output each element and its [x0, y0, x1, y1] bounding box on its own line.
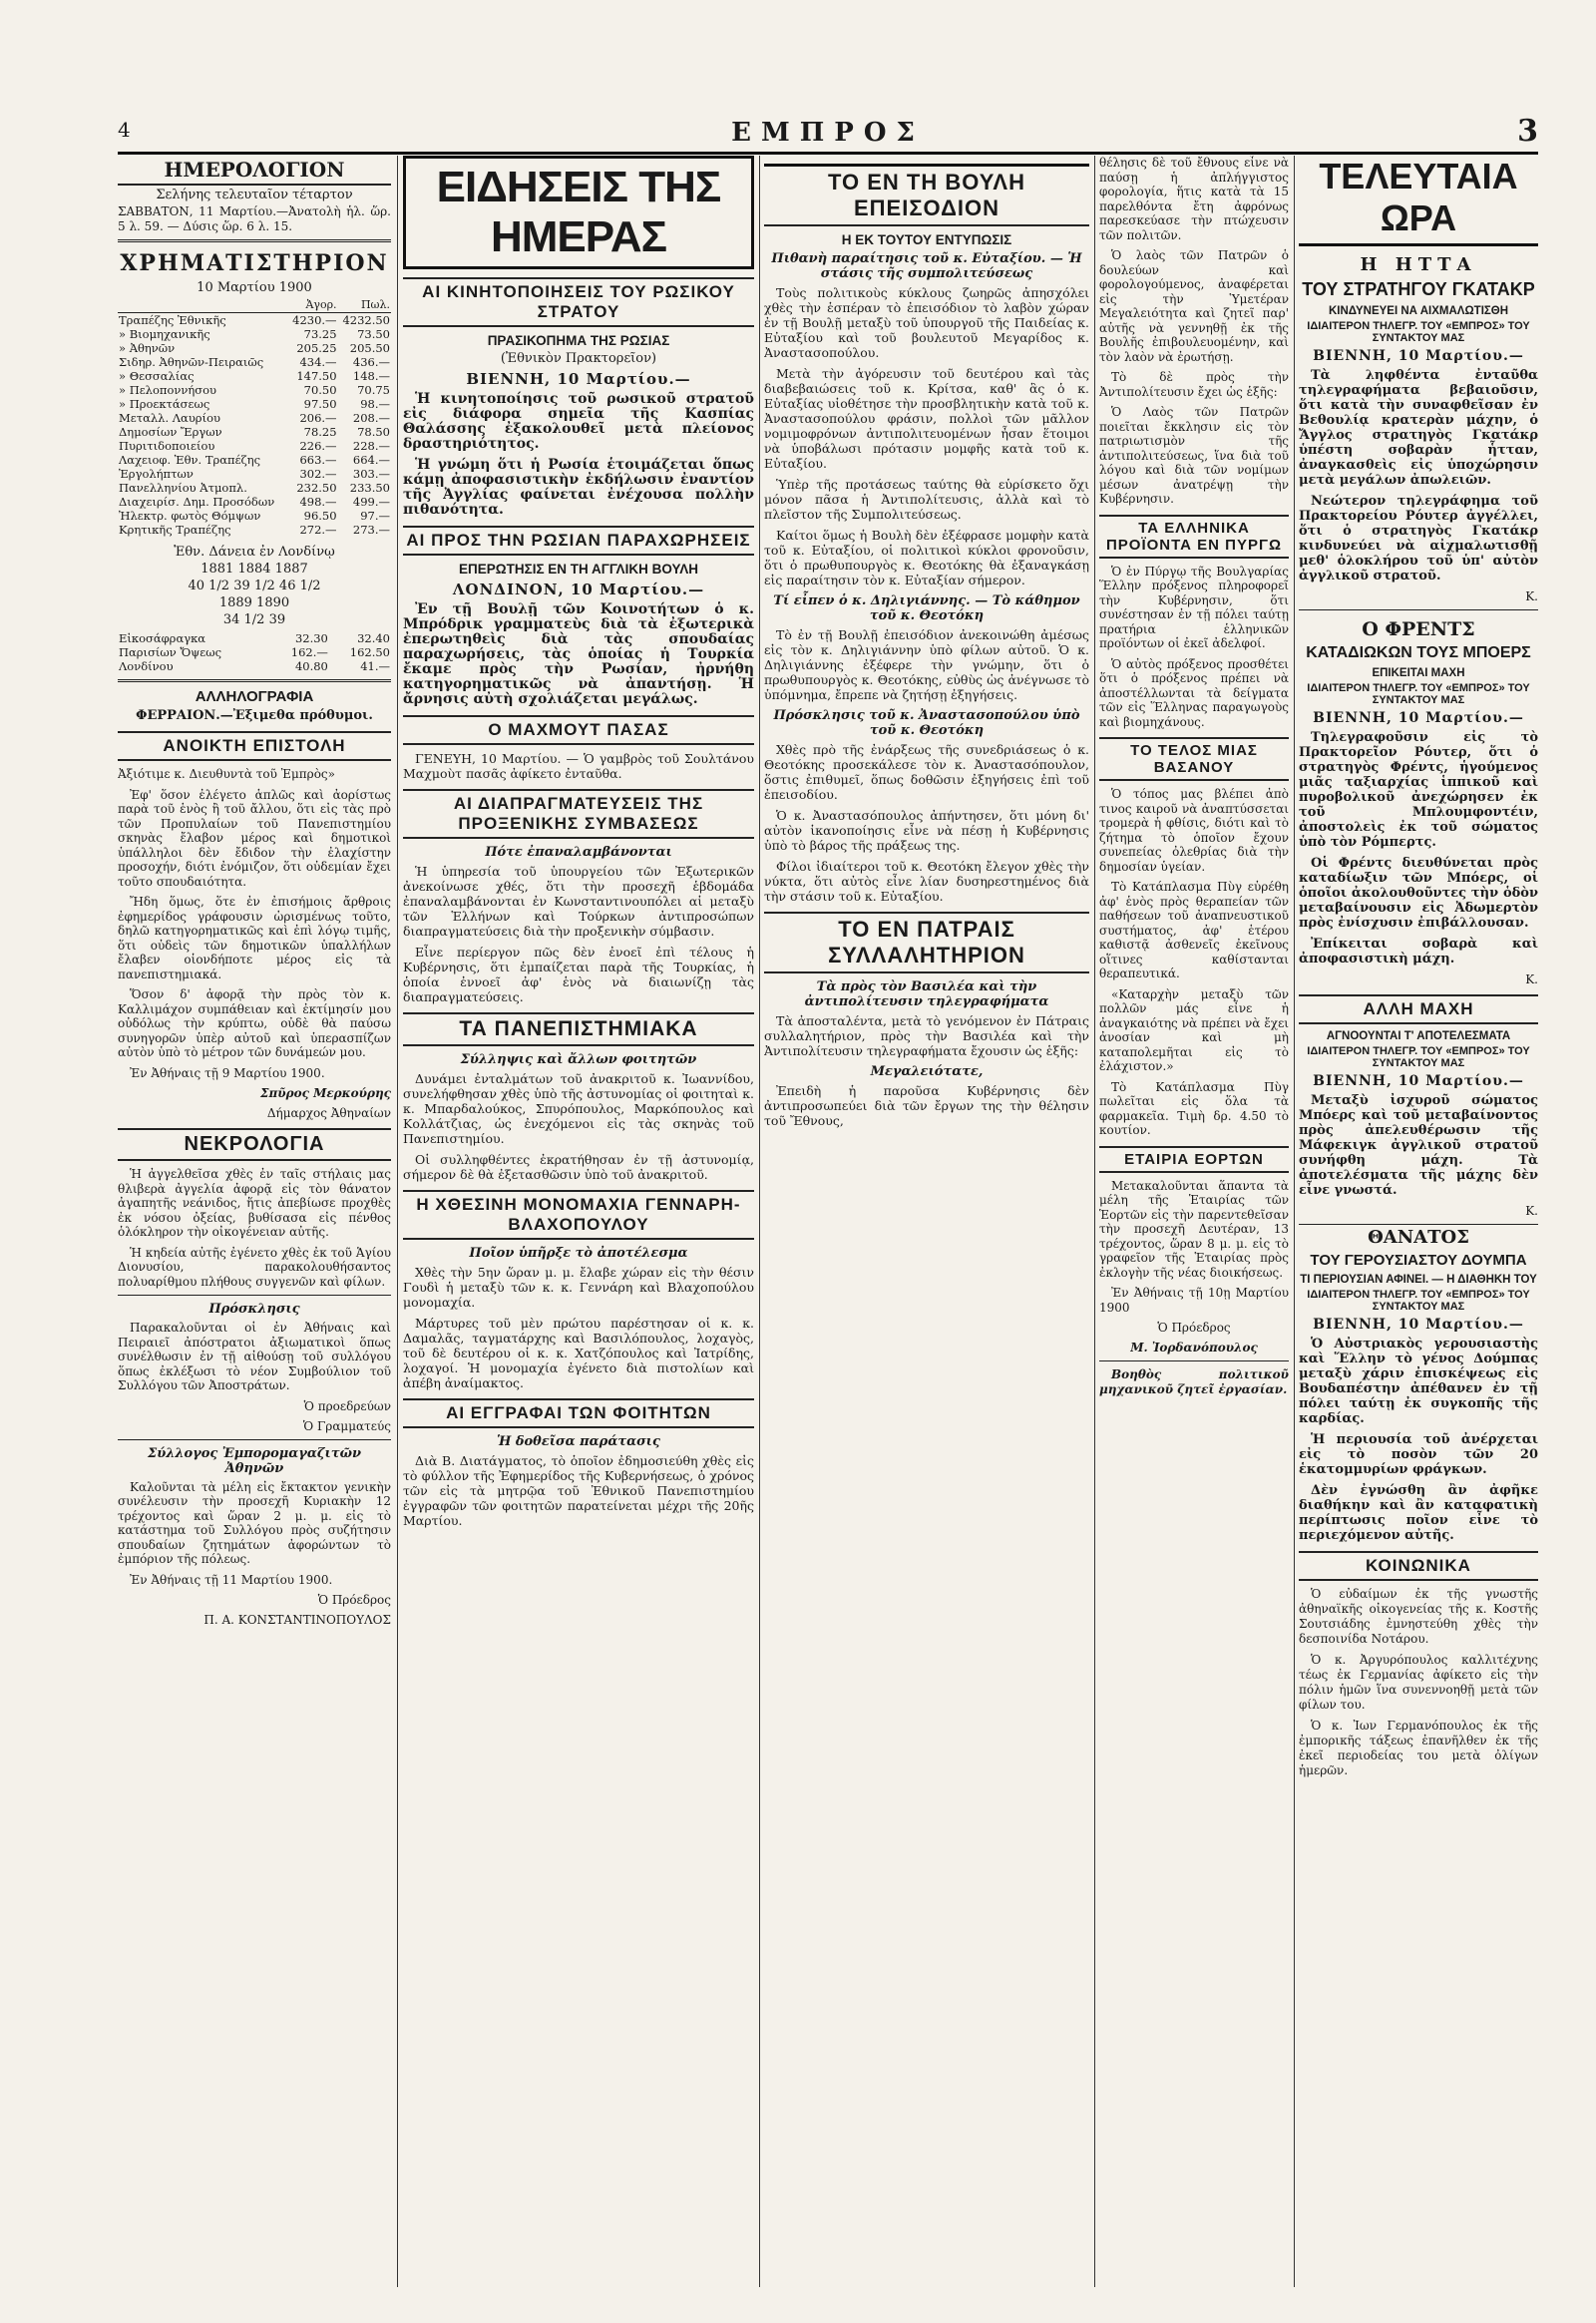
- stock-buy: 4230.—: [292, 313, 337, 327]
- loans-title: Ἐθν. Δάνεια ἐν Λονδίνῳ: [174, 545, 335, 560]
- article-paragraph: Οἱ Φρέντς διευθύνεται πρὸς καταδίωξιν τῶν Μπόερς, οἱ ὁποῖοι ἀκολουθοῦντες τὴν ὁδὸν μεταβαίνουσιν εἰς Ἀδωμερτὸν πρὸς ἐνίσχυσιν ἐπιβάλλουσαν.: [1299, 856, 1538, 931]
- article-paragraph: Καίτοι ὅμως ἡ Βουλὴ δὲν ἐξέφρασε μομφὴν κατὰ τοῦ κ. Εὐταξίου, οἱ πολιτικοὶ κύκλοι φρονοῦσιν, ὅτι ὁ πρωθυπουργὸς κ. Θεοτόκης θὰ ἐξαναγκάσῃ εἰς παραίτησιν τὸν κ. Εὐταξίαν σήμερον.: [764, 528, 1089, 587]
- stock-sell: 303.—: [352, 467, 390, 481]
- last-hour-banner: ΤΕΛΕΥΤΑΙΑ ΩΡΑ: [1299, 156, 1538, 246]
- stock-row: [118, 631, 391, 645]
- stock-row: [118, 495, 391, 509]
- article-title: ΑΛΛΗ ΜΑΧΗ: [1299, 994, 1538, 1024]
- stock-head-sell: Πωλ.: [338, 297, 391, 313]
- stock-row: [118, 313, 391, 328]
- stock-sell: 436.—: [352, 355, 390, 369]
- obituary-paragraph: Ἡ ἀγγελθεῖσα χθὲς ἐν ταῖς στήλαις μας θλιβερὰ ἀγγελία ἀφορᾷ εἰς τὸν θάνατον ἀγαπητῆς νεάνιδος, ἥτις ἀπεβίωσε προχθὲς ἐκ νόσου ὀξείας, βυθίσασα εἰς πένθος ὁλόκληρον τὴν οἰκογένειαν αὐτῆς.: [118, 1167, 391, 1239]
- article-paragraph: Ὁ ἐν Πύργῳ τῆς Βουλγαρίας Ἕλλην πρόξενος πληροφορεῖ τὴν Κυβέρνησιν, ὅτι συνέστησαν ἐν τῇ πόλει ταύτῃ πρατήρια ἑλληνικῶν προϊόντων οἱ ἐκεῖ ἀδελφοί.: [1099, 564, 1289, 650]
- article-title: Ο ΜΑΧΜΟΥΤ ΠΑΣΑΣ: [403, 715, 754, 745]
- stock-buy: 96.50: [303, 509, 337, 523]
- article-title: ΑΙ ΔΙΑΠΡΑΓΜΑΤΕΥΣΕΙΣ ΤΗΣ ΠΡΟΞΕΝΙΚΗΣ ΣΥΜΒΑΣΕΩΣ: [403, 789, 754, 839]
- article-paragraph: Τὸ Κατάπλασμα Πὺγ πωλεῖται εἰς ὅλα τὰ φαρμακεῖα. Τιμὴ δρ. 4.50 τὸ κουτίον.: [1099, 1079, 1289, 1137]
- article-title: ΤΟ ΕΝ ΠΑΤΡΑΙΣ ΣΥΛΛΑΛΗΤΗΡΙΟΝ: [764, 912, 1089, 973]
- stock-row: [118, 397, 391, 411]
- stock-sell: 228.—: [352, 439, 390, 453]
- article-paragraph: Ἡ γνώμη ὅτι ἡ Ρωσία ἑτοιμάζεται ὅπως κάμῃ ἀποφασιστικὴν ἐκδήλωσιν ἐναντίον τῆς Ἀγγλίας φαίνεται ἐνέχουσα πολλὴν πιθανότητα.: [403, 457, 754, 518]
- article-paragraph: ΓΕΝΕΥΗ, 10 Μαρτίου. — Ὁ γαμβρὸς τοῦ Σουλτάνου Μαχμοὺτ πασᾶς ἀφίκετο ἐνταῦθα.: [403, 751, 754, 781]
- stock-buy: 232.50: [296, 481, 337, 495]
- article-signature: Κ.: [1525, 589, 1538, 603]
- open-letter-date: Ἐν Ἀθήναις τῇ 9 Μαρτίου 1900.: [130, 1065, 325, 1080]
- open-letter-paragraph: Ὅσον δ' ἀφορᾷ τὴν πρὸς τὸν κ. Καλλιμάχον συμπάθειαν καὶ ἐκτίμησίν μου οὐδόλως τὴν κρύπτω, οὐδὲ θὰ παύσω συνηγορῶν ὑπὲρ αὐτοῦ καὶ ὑπερασπίζων αὐτὸν ὑπὸ τὸ μέτρον τῶν δυνάμεών μου.: [118, 987, 391, 1059]
- exchange-table: [118, 631, 391, 673]
- article-subtitle: ΑΓΝΟΟΥΝΤΑΙ Τ' ΑΠΟΤΕΛΕΣΜΑΤΑ: [1326, 1030, 1511, 1042]
- stock-buy: 97.50: [303, 397, 337, 411]
- stock-row: [118, 645, 391, 659]
- page-number: 3: [1517, 114, 1538, 149]
- stock-sell: 32.40: [357, 631, 390, 645]
- article-signature: Ὁ Πρόεδρος: [1157, 1321, 1231, 1335]
- correspondence-title: ΑΛΛΗΛΟΓΡΑΦΙΑ: [195, 688, 314, 705]
- association-date: Ἐν Ἀθήναις τῇ 11 Μαρτίου 1900.: [130, 1572, 333, 1587]
- stock-sell: 273.—: [352, 523, 390, 537]
- article-paragraph: Μετὰ τὴν ἀγόρευσιν τοῦ δευτέρου καὶ τὰς διαβεβαιώσεις τοῦ κ. Κρίτσα, καθ' ἃς ὁ κ. Εὐταξίας υἱοθέτησε τὴν προσβλητικὴν κατὰ τοῦ κ. Ἀναστασοπούλου φράσιν, πολλοὶ τῶν μᾶλλον νομιμοφρόνων ἀντιπολιτευομένων ἦσαν ἕτοιμοι νὰ ὑποβάλωσι πρότασιν μομφῆς κατὰ τοῦ κ. Εὐταξίου.: [764, 366, 1089, 471]
- article-title: ΚΑΤΑΔΙΩΚΩΝ ΤΟΥΣ ΜΠΟΕΡΣ: [1306, 644, 1531, 661]
- stock-row: [118, 327, 391, 341]
- article-paragraph: Ὁ κ. Ἀργυρόπουλος καλλιτέχνης τέως ἐκ Γερμανίας ἀφίκετο εἰς τὴν πόλιν ἡμῶν ἵνα συνεννοηθῇ μετὰ τῶν φίλων του.: [1299, 1653, 1538, 1712]
- column-rule: [1294, 156, 1295, 2287]
- stock-buy: 498.—: [299, 495, 337, 509]
- article-telegram-line: ΙΔΙΑΙΤΕΡΟΝ ΤΗΛΕΓΡ. ΤΟΥ «ΕΜΠΡΟΣ» ΤΟΥ ΣΥΝΤΑΚΤΟΥ ΜΑΣ: [1307, 682, 1530, 706]
- masthead: [118, 114, 1538, 155]
- column-3: [764, 156, 1089, 2287]
- open-letter-signature-title: Δήμαρχος Ἀθηναίων: [266, 1106, 391, 1120]
- stock-name: Ἠλεκτρ. φωτὸς Θόμψων: [119, 509, 261, 523]
- stock-name: Μεταλλ. Λαυρίου: [119, 411, 220, 425]
- stock-sell: 499.—: [352, 495, 390, 509]
- article-paragraph: Ἡ ὑπηρεσία τοῦ ὑπουργείου τῶν Ἐξωτερικῶν ἀνεκοίνωσε χθές, ὅτι τὴν προσεχῆ ἑβδομάδα ἐπαναλαμβάνονται ἐν Κωνσταντινουπόλει αἱ μεταξὺ τῶν Ἑλλήνων καὶ Τούρκων ἀντιπροσώπων διαπραγματεύσεις διὰ τὴν προξενικὴν σύμβασιν.: [403, 864, 754, 939]
- article-paragraph: Τηλεγραφοῦσιν εἰς τὸ Πρακτορεῖον Ρόυτερ, ὅτι ὁ στρατηγὸς Φρέντς, ἡγούμενος μιᾶς ταξιαρχίας ἱππικοῦ καὶ πυροβολικοῦ ἀνεχώρησεν ἐκ τοῦ Μπλουμφοντέιν, ἀποστολεὶς ἐκ τοῦ σώματος ὑπὸ τὸν Ρόμπερτς.: [1299, 730, 1538, 850]
- association-signature: Π. Α. ΚΟΝΣΤΑΝΤΙΝΟΠΟΥΛΟΣ: [203, 1613, 391, 1627]
- article-paragraph: Τὸ δὲ πρὸς τὴν Ἀντιπολίτευσιν ἔχει ὡς ἑξῆς:: [1099, 370, 1289, 399]
- article-title: ΑΙ ΠΡΟΣ ΤΗΝ ΡΩΣΙΑΝ ΠΑΡΑΧΩΡΗΣΕΙΣ: [403, 526, 754, 556]
- article-subtitle: ΕΠΙΚΕΙΤΑΙ ΜΑΧΗ: [1372, 667, 1465, 679]
- article-title: ΤΟ ΤΕΛΟΣ ΜΙΑΣ ΒΑΣΑΝΟΥ: [1099, 737, 1289, 781]
- article-source: (Ἐθνικὸν Πρακτορεῖον): [500, 351, 657, 366]
- stock-row: [118, 659, 391, 673]
- open-letter-signature: Σπῦρος Μερκούρης: [260, 1086, 391, 1100]
- column-rule: [759, 156, 760, 2287]
- article-title: ΤΟΥ ΓΕΡΟΥΣΙΑΣΤΟΥ ΔΟΥΜΠΑ: [1310, 1252, 1527, 1269]
- stock-buy: 40.80: [294, 659, 328, 673]
- stock-buy: 272.—: [299, 523, 337, 537]
- article-paragraph: Ὁ Λαὸς τῶν Πατρῶν ποιεῖται ἔκκλησιν εἰς τὸν πατριωτισμὸν τῆς ἀντιπολιτεύσεως, ἵνα διὰ τοῦ λόγου καὶ διὰ τῶν νομίμων μέσων ἀνατρέψῃ τὴν Κυβέρνησιν.: [1099, 405, 1289, 506]
- article-title: ΘΑΝΑΤΟΣ: [1299, 1224, 1538, 1250]
- article-title: ΤΑ ΕΛΛΗΝΙΚΑ ΠΡΟΪΟΝΤΑ ΕΝ ΠΥΡΓΩ: [1099, 515, 1289, 559]
- invitation-signature: Ὁ Γραμματεύς: [302, 1418, 391, 1433]
- article-telegram-line: ΙΔΙΑΙΤΕΡΟΝ ΤΗΛΕΓΡ. ΤΟΥ «ΕΜΠΡΟΣ» ΤΟΥ ΣΥΝΤΑΚΤΟΥ ΜΑΣ: [1307, 1045, 1530, 1069]
- stock-sell: 97.—: [360, 509, 390, 523]
- article-paragraph: Δυνάμει ἐνταλμάτων τοῦ ἀνακριτοῦ κ. Ἰωαννίδου, συνελήφθησαν χθὲς ὑπὸ τῆς ἀστυνομίας οἱ φοιτηταὶ κ. κ. Μπαρδαλούκος, Σπυρόπουλος, Μαρκόπουλος καὶ Κολλάτζιας, ὡς ἐνεχόμενοι εἰς τὰς σκηνὰς τοῦ Πανεπιστημίου.: [403, 1071, 754, 1146]
- article-title: Ο ΦΡΕΝΤΣ: [1362, 618, 1475, 640]
- calendar-day: ΣΑΒΒΑΤΟΝ, 11 Μαρτίου.—Ἀνατολὴ ἡλ. ὥρ. 5 λ. 59. — Δύσις ὥρ. 6 λ. 15.: [118, 204, 391, 233]
- stock-row: [118, 467, 391, 481]
- article-paragraph: Διὰ Β. Διατάγματος, τὸ ὁποῖον ἐδημοσιεύθη χθὲς εἰς τὸ φύλλον τῆς Ἐφημερίδος τῆς Κυβερνήσεως, ὁ χρόνος τῶν εἰς τὰ μητρῷα τοῦ Ἐθνικοῦ Πανεπιστημίου ἐγγραφῶν τῶν φοιτητῶν παρατείνεται μέχρι τῆς 20ῆς Μαρτίου.: [403, 1453, 754, 1528]
- loans-values-1: 40 1/2 39 1/2 46 1/2: [188, 579, 321, 593]
- article-signature: Κ.: [1525, 1204, 1538, 1218]
- stock-sell: 70.75: [357, 383, 390, 397]
- column-2: [403, 156, 754, 2287]
- article-paragraph: Μάρτυρες τοῦ μὲν πρώτου παρέστησαν οἱ κ. κ. Δαμαλᾶς, ταγματάρχης καὶ Βασιλόπουλος, λοχαγὸς, τοῦ δὲ δευτέρου οἱ κ. κ. Χατζόπουλος καὶ Ἰατρίδης, λοχαγοί. Ἡ μονομαχία ἐγένετο διὰ πιστολίων καὶ ἀπέβη ἀναίμακτος.: [403, 1316, 754, 1390]
- stock-sell: 41.—: [360, 659, 390, 673]
- article-subtitle: Ἡ δοθεῖσα παράτασις: [497, 1434, 660, 1449]
- stock-name: » Βιομηχανικῆς: [119, 327, 210, 341]
- article-subheading: Μεγαλειότατε,: [870, 1064, 984, 1079]
- article-subtitle: Πότε ἐπαναλαμβάνονται: [485, 845, 672, 860]
- stock-buy: 205.25: [296, 341, 337, 355]
- loans-values-2: 34 1/2 39: [222, 612, 286, 627]
- loans-years-1: 1881 1884 1887: [200, 562, 308, 577]
- stock-buy: 226.—: [299, 439, 337, 453]
- obituaries-title: ΝΕΚΡΟΛΟΓΙΑ: [118, 1128, 391, 1161]
- stock-name: » Πελοποννήσου: [119, 383, 217, 397]
- article-paragraph: Ὁ λαὸς τῶν Πατρῶν ὁ δουλεύων καὶ φορολογούμενος, ἀναφέρεται εἰς τὴν Ὑμετέραν Μεγαλειότητα καὶ ζητεῖ παρ' αὐτῆς νὰ γεννηθῇ ἐκ τῆς Βουλῆς ἐπιβουλευομένην, καὶ τὸν λαὸν νὰ ἐρωτήσῃ.: [1099, 248, 1289, 364]
- article-paragraph: Τὰ ληφθέντα ἐνταῦθα τηλεγραφήματα βεβαιοῦσιν, ὅτι κατὰ τὴν συναφθεῖσαν ἐν Βεθουλίᾳ κρατερὰν μάχην, ὁ Ἄγγλος στρατηγὸς Γκατάκρ ὑπέστη σοβαρὰν ἧτταν, ἀναγκασθεὶς εἰς ὑποχώρησιν μετὰ μεγάλων ἀπωλειῶν.: [1299, 368, 1538, 488]
- calendar-title: ΗΜΕΡΟΛΟΓΙΟΝ: [118, 156, 391, 186]
- article-paragraph: Νεώτερον τηλεγράφημα τοῦ Πρακτορείου Ρόυτερ ἀγγέλλει, ὅτι ὁ στρατηγὸς Γκατάκρ κινδυνεύει νὰ αἰχμαλωτισθῇ μεθ' ὁλοκλήρου τοῦ ὑπ' αὐτὸν ἀγγλικοῦ στρατοῦ.: [1299, 494, 1538, 583]
- article-subtitle: Σύλληψις καὶ ἄλλων φοιτητῶν: [460, 1052, 697, 1067]
- stock-buy: 206.—: [299, 411, 337, 425]
- article-paragraph: θέλησις δὲ τοῦ ἔθνους εἶνε νὰ παύσῃ ἡ ἀπλήγγιστος φορολογία, ἥτις κατὰ τὰ 15 παρελθόντα ἔτη ἀφρόνως παρεσκεύασε τὴν πτώχευσιν τῶν πολιτῶν.: [1099, 156, 1289, 242]
- article-telegram-line: ΙΔΙΑΙΤΕΡΟΝ ΤΗΛΕΓΡ. ΤΟΥ «ΕΜΠΡΟΣ» ΤΟΥ ΣΥΝΤΑΚΤΟΥ ΜΑΣ: [1307, 1289, 1530, 1313]
- stock-sell: 98.—: [360, 397, 390, 411]
- stock-sell: 205.50: [349, 341, 390, 355]
- article-subtitle: ΤΙ ΠΕΡΙΟΥΣΙΑΝ ΑΦΙΝΕΙ. — Η ΔΙΑΘΗΚΗ ΤΟΥ: [1300, 1274, 1537, 1286]
- divider: [118, 1439, 391, 1440]
- stock-sell: 208.—: [352, 411, 390, 425]
- article-subtitle: Ποῖον ὑπῆρξε τὸ ἀποτέλεσμα: [469, 1246, 688, 1261]
- article-paragraph: Ἐπίκειται σοβαρὰ καὶ ἀποφασιστικὴ μάχη.: [1299, 937, 1538, 967]
- divider: [1099, 1360, 1289, 1361]
- article-title: ΕΤΑΙΡΙΑ ΕΟΡΤΩΝ: [1099, 1146, 1289, 1173]
- article-paragraph: Τὸ Κατάπλασμα Πὺγ εὑρέθη ἀφ' ἑνὸς πρὸς θεραπείαν τῶν παθήσεων τοῦ ἀναπνευστικοῦ συστήματος, ἀφ' ἑτέρου καθιστᾷ ἀσθενεῖς ἐκεῖνους οἵτινες καθίστανται θεραπευτικά.: [1099, 880, 1289, 980]
- association-text: Καλοῦνται τὰ μέλη εἰς ἔκτακτον γενικὴν συνέλευσιν τὴν προσεχῆ Κυριακὴν 12 τρέχοντος καὶ ὥραν 2 μ. μ. εἰς τὸ κατάστημα τοῦ Συλλόγου πρὸς συζήτησιν σπουδαίων ζητημάτων ἀφορώντων τὸ ἐμπόριον τῆς πόλεως.: [118, 1479, 391, 1566]
- article-signature: Μ. Ἰορδανόπουλος: [1130, 1341, 1258, 1355]
- stock-name: Πανελληνίου Ἀτμοπλ.: [119, 481, 247, 495]
- article-paragraph: Χθὲς πρὸ τῆς ἐνάρξεως τῆς συνεδριάσεως ὁ κ. Θεοτόκης προσεκάλεσε τὸν κ. Ἀναστασόπουλον, ὅστις ἐπιθυμεῖ, ὅπως δοθῶσιν ἐξηγήσεις ἐπὶ τοῦ ἐπεισοδίου.: [764, 742, 1089, 802]
- stock-name: Ἐργολήπτων: [119, 467, 194, 481]
- divider: [118, 679, 391, 682]
- article-paragraph: Μεταξὺ ἰσχυροῦ σώματος Μπόερς καὶ τοῦ μεταβαίνοντος πρὸς ἀπελευθέρωσιν τῆς Μάφεκιγκ ἀγγλικοῦ στρατοῦ συνήφθη μάχη. Τὰ ἀποτελέσματα τῆς μάχης δὲν εἶνε γνωστά.: [1299, 1093, 1538, 1198]
- article-dateline: ΒΙΕΝΝΗ, 10 Μαρτίου.—: [1313, 348, 1524, 364]
- column-4: [1099, 156, 1289, 2287]
- article-subtitle: ΚΙΝΔΥΝΕΥΕΙ ΝΑ ΑΙΧΜΑΛΩΤΙΣΘΗ: [1328, 305, 1509, 317]
- invitation-text: Παρακαλοῦνται οἱ ἐν Ἀθήναις καὶ Πειραιεῖ ἀπόστρατοι ἀξιωματικοὶ ὅπως συνέλθωσιν ἐν τῇ αἰθούσῃ τοῦ συλλόγου ὅπως ἐκλέξωσι τὸ νέον Συμβούλιον τοῦ Συλλόγου τῶν Ἀποστράτων.: [118, 1321, 391, 1392]
- article-telegram-line: ΙΔΙΑΙΤΕΡΟΝ ΤΗΛΕΓΡ. ΤΟΥ «ΕΜΠΡΟΣ» ΤΟΥ ΣΥΝΤΑΚΤΟΥ ΜΑΣ: [1307, 320, 1530, 344]
- stock-sell: 148.—: [352, 369, 390, 383]
- stock-name: » Ἀθηνῶν: [119, 341, 176, 355]
- stock-row: [118, 453, 391, 467]
- article-subheading: Τὰ πρὸς τὸν Βασιλέα καὶ τὴν ἀντιπολίτευσιν τηλεγραφήματα: [804, 979, 1049, 1009]
- article-dateline: ΒΙΕΝΝΗ, 10 Μαρτίου.—: [1313, 1073, 1524, 1089]
- stock-table: [118, 297, 391, 537]
- calendar-moon: Σελήνης τελευταῖον τέταρτον: [156, 188, 353, 202]
- stock-row: [118, 439, 391, 453]
- article-paragraph: Ὁ Αὐστριακὸς γερουσιαστὴς καὶ Ἕλλην τὸ γένος Δούμπας μεταξὺ χάριν ἐπισκέψεως εἰς Βουδαπέστην ἀπέθανεν ἐν τῇ πόλει ταύτῃ ἐκ συγκοπῆς τῆς καρδίας.: [1299, 1337, 1538, 1426]
- stock-sell: 233.50: [349, 481, 390, 495]
- article-title: Η ΧΘΕΣΙΝΗ ΜΟΝΟΜΑΧΙΑ ΓΕΝΝΑΡΗ-ΒΛΑΧΟΠΟΥΛΟΥ: [403, 1190, 754, 1240]
- article-subtitle: ΕΠΕΡΩΤΗΣΙΣ ΕΝ ΤΗ ΑΓΓΛΙΚΗ ΒΟΥΛΗ: [459, 562, 698, 577]
- open-letter-paragraph: Ἐφ' ὅσον ἐλέγετο ἁπλῶς καὶ ἀορίστως παρὰ τοῦ ἑνὸς ἢ τοῦ ἄλλου, ὅτι εἰς τὰς πρὸ τῶν Προπυλαίων τοῦ Πανεπιστημίου σκηνὰς ἔλαβον μέρος καὶ δημοτικοὶ ὑπάλληλοι δὲν ἔδιδον τὴν ἐλαχίστην προσοχήν, διότι ἐνόμιζον, ὅτι οὐδεμίαν ἔχει τοῦτο σπουδαιότητα.: [118, 787, 391, 889]
- news-of-the-day-banner: ΕΙΔΗΣΕΙΣ ΤΗΣ ΗΜΕΡΑΣ: [403, 156, 754, 269]
- article-subheading: Πρόσκλησις τοῦ κ. Ἀναστασοπούλου ὑπὸ τοῦ κ. Θεοτόκη: [773, 708, 1080, 738]
- stock-sell: 73.50: [357, 327, 390, 341]
- masthead-corner-mark: 4: [118, 118, 131, 142]
- stock-name: Παρισίων Ὄψεως: [119, 645, 222, 659]
- stock-row: [118, 369, 391, 383]
- stock-name: Κρητικῆς Τραπέζης: [119, 523, 231, 537]
- divider: [118, 239, 391, 242]
- stock-name: Τραπέζης Ἐθνικῆς: [119, 313, 226, 327]
- stock-name: » Θεσσαλίας: [119, 369, 195, 383]
- stock-row: [118, 383, 391, 397]
- article-title: ΚΟΙΝΩΝΙΚΑ: [1299, 1551, 1538, 1581]
- article-title: ΤΟΥ ΣΤΡΑΤΗΓΟΥ ΓΚΑΤΑΚΡ: [1302, 279, 1535, 299]
- article-signature: Κ.: [1525, 972, 1538, 986]
- stock-sell: 664.—: [352, 453, 390, 467]
- article-paragraph: Εἶνε περίεργον πῶς δὲν ἐνοεῖ ἐπὶ τέλους ἡ Κυβέρνησις, ὅτι ἐμπαίζεται παρὰ τῆς Τουρκίας, ἡ ὁποία ἐννοεῖ ἀφ' ἑνὸς νὰ διαιωνίζῃ τὰς διαπραγματεύσεις.: [403, 945, 754, 1004]
- article-paragraph: Ὁ εὐδαίμων ἐκ τῆς γνωστῆς ἀθηναϊκῆς οἰκογενείας τῆς κ. Κοστῆς Σουτσιάδης ἐμνηστεύθη χθὲς τὴν δεσποινίδα Νοτάρου.: [1299, 1587, 1538, 1646]
- stock-buy: 162.—: [290, 645, 328, 659]
- article-title: ΤΑ ΠΑΝΕΠΙΣΤΗΜΙΑΚΑ: [403, 1012, 754, 1046]
- article-paragraph: Οἱ συλληφθέντες ἐκρατήθησαν ἐν τῇ ἀστυνομίᾳ, σήμερον δὲ θὰ ἐξετασθῶσιν ὑπὸ τοῦ ἀνακριτοῦ.: [403, 1152, 754, 1182]
- stock-name: Πυριτιδοποιείου: [119, 439, 215, 453]
- article-paragraph: Ὁ κ. Ἰων Γερμανόπουλος ἐκ τῆς ἐμπορικῆς τάξεως ἐπανῆλθεν ἐκ τῆς ἐκεῖ περιοδείας του μετὰ ὀλίγων ἡμερῶν.: [1299, 1719, 1538, 1777]
- article-paragraph: Ἡ κινητοποίησις τοῦ ρωσικοῦ στρατοῦ εἰς διάφορα σημεῖα τῆς Κασπίας Θαλάσσης ἐξακολουθεῖ μετὰ πλείονος δραστηριότητος.: [403, 391, 754, 452]
- article-subtitle: Η ΕΚ ΤΟΥΤΟΥ ΕΝΤΥΠΩΣΙΣ: [841, 232, 1012, 247]
- classified-ad: Βοηθὸς πολιτικοῦ μηχανικοῦ ζητεῖ ἐργασίαν.: [1099, 1367, 1289, 1396]
- stock-row: [118, 355, 391, 369]
- article-paragraph: Ὁ τόπος μας βλέπει ἀπὸ τινος καιροῦ νὰ ἀναπτύσσεται τρομερὰ ἡ φθίσις, διότι καὶ τὸ ζήτημα τὸ ὁποῖον ἔχουν συνεπείας ὀλεθρίας διὰ τὴν δημοσίαν ὑγείαν.: [1099, 787, 1289, 874]
- stock-name: Σιδηρ. Ἀθηνῶν-Πειραιῶς: [119, 355, 264, 369]
- stock-buy: 663.—: [299, 453, 337, 467]
- article-paragraph: Ὁ αὐτὸς πρόξενος προσθέτει ὅτι ὁ πρόξενος πρέπει νὰ ἀποστέλλωνται τὰ δείγματα τῶν εἰς Ἕλληνας παραγωγοὺς καὶ βιομηχάνους.: [1099, 656, 1289, 729]
- article-paragraph: Μετακαλοῦνται ἅπαντα τὰ μέλη τῆς Ἑταιρίας τῶν Ἑορτῶν εἰς τὴν παρεντεθεῖσαν τὴν προσεχῆ Δευτέραν, 13 τρέχοντος, ὥραν 8 μ. μ. εἰς τὸ γραφεῖον τῆς Ἑταιρίας πρὸς ἐκλογὴν τῆς νέας διοικήσεως.: [1099, 1178, 1289, 1280]
- stock-row: [118, 523, 391, 537]
- stock-sell: 4232.50: [342, 313, 390, 327]
- article-subheading: Πιθανὴ παραίτησις τοῦ κ. Εὐταξίου. — Ἡ στάσις τῆς συμπολιτεύσεως: [771, 251, 1082, 281]
- loans-years-2: 1889 1890: [218, 595, 290, 610]
- stock-name: » Προεκτάσεως: [119, 397, 210, 411]
- stock-sell: 162.50: [349, 645, 390, 659]
- stock-buy: 434.—: [299, 355, 337, 369]
- article-subtitle: ΠΡΑΣΙΚΟΠΗΜΑ ΤΗΣ ΡΩΣΙΑΣ: [487, 333, 670, 348]
- divider: [1299, 609, 1538, 610]
- correspondence-text: ΦΕΡΡΑΙΟΝ.—Ἐξιμεθα πρόθυμοι.: [136, 708, 373, 723]
- article-paragraph: Ἐπειδὴ ἡ παροῦσα Κυβέρνησις δὲν ἀντιπροσωπεύει διὰ τῶν ἔργων της τὴν θέλησιν τοῦ Ἔθνους,: [764, 1083, 1089, 1128]
- article-paragraph: Τὰ ἀποσταλέντα, μετὰ τὸ γενόμενον ἐν Πάτραις συλλαλητήριον, πρὸς τὴν Βασιλέα καὶ τὴν Ἀντιπολίτευσιν τηλεγραφήματα ἔχουσιν ὡς ἑξῆς:: [764, 1013, 1089, 1058]
- stock-row: [118, 425, 391, 439]
- article-date: Ἐν Ἀθήναις τῇ 10ῃ Μαρτίου 1900: [1099, 1286, 1289, 1315]
- open-letter-title: ΑΝΟΙΚΤΗ ΕΠΙΣΤΟΛΗ: [118, 731, 391, 761]
- stock-sell: 78.50: [357, 425, 390, 439]
- article-paragraph: Δὲν ἐγνώσθη ἂν ἀφῆκε διαθήκην καὶ ἂν καταφατικὴ περίπτωσις ποῖον εἶνε τὸ περιεχόμενον αὐτῆς.: [1299, 1483, 1538, 1543]
- column-1: [118, 156, 391, 2287]
- stock-name: Εἰκοσάφραγκα: [119, 631, 206, 645]
- stock-exchange-title: ΧΡΗΜΑΤΙΣΤΗΡΙΟΝ: [120, 250, 389, 276]
- article-paragraph: Ἡ περιουσία τοῦ ἀνέρχεται εἰς τὸ ποσὸν τῶν 20 ἑκατομμυρίων φράγκων.: [1299, 1432, 1538, 1477]
- stock-head-buy: Ἀγορ.: [288, 297, 338, 313]
- article-title: ΑΙ ΕΓΓΡΑΦΑΙ ΤΩΝ ΦΟΙΤΗΤΩΝ: [403, 1398, 754, 1428]
- newspaper-name: ΕΜΠΡΟΣ: [731, 118, 925, 148]
- article-title: Η ΗΤΤΑ: [1360, 254, 1477, 275]
- stock-buy: 78.25: [303, 425, 337, 439]
- association-title: Σύλλογος Ἐμπορομαγαζιτῶν Ἀθηνῶν: [148, 1445, 361, 1476]
- stock-row: [118, 509, 391, 523]
- article-subheading: Τί εἶπεν ὁ κ. Δηλιγιάννης. — Τὸ κάθημον τοῦ κ. Θεοτόκη: [773, 593, 1080, 623]
- article-dateline: ΛΟΝΔΙΝΟΝ, 10 Μαρτίου.—: [452, 581, 705, 598]
- article-title: ΑΙ ΚΙΝΗΤΟΠΟΙΗΣΕΙΣ ΤΟΥ ΡΩΣΙΚΟΥ ΣΤΡΑΤΟΥ: [403, 277, 754, 327]
- article-paragraph: «Καταρχὴν μεταξὺ τῶν πολλῶν μάς εἶνε ἡ ἀναγκαιότης νὰ πρέπει νὰ ἔχει ἀνοσίαν καὶ μὴ καταπολεμῆται εἰς τὸ ἐλάχιστον.»: [1099, 986, 1289, 1073]
- article-paragraph: Τὸ ἐν τῇ Βουλῇ ἐπεισόδιον ἀνεκοινώθη ἀμέσως εἰς τὸν κ. Δηλιγιάννην ὑπὸ φίλων αὐτοῦ. Ὁ κ. Δηλιγιάννης ἐξέφερε τὴν γνώμην, ὅτι ὁ πρωθυπουργὸς κ. Θεοτόκης, εὐθὺς ὡς ἀνέγνωσε τὸ ὑπόμνημα, ἔπρεπε νὰ ζητήσῃ ἐξηγήσεις.: [764, 627, 1089, 702]
- stock-buy: 73.25: [303, 327, 337, 341]
- stock-buy: 70.50: [303, 383, 337, 397]
- stock-row: [118, 481, 391, 495]
- article-dateline: ΒΙΕΝΝΗ, 10 Μαρτίου.—: [466, 370, 691, 388]
- article-paragraph: Ὑπὲρ τῆς προτάσεως ταύτης θὰ εὑρίσκετο ὄχι μόνον πᾶσα ἡ Ἀντιπολίτευσις, ἀλλὰ καὶ τὸ πλεῖστον τῆς Συμπολιτεύσεως.: [764, 477, 1089, 522]
- article-paragraph: Φίλοι ἰδιαίτεροι τοῦ κ. Θεοτόκη ἔλεγον χθὲς τὴν νύκτα, ὅτι αὐτὸς εἶνε λίαν δυσηρεστημένος διὰ τὴν στάσιν τοῦ κ. Εὐταξίου.: [764, 859, 1089, 904]
- stock-name: Λαχειοφ. Ἐθν. Τραπέζης: [119, 453, 261, 467]
- association-signature: Ὁ Πρόεδρος: [317, 1593, 391, 1607]
- stock-buy: 32.30: [294, 631, 328, 645]
- stock-name: Λονδίνου: [119, 659, 174, 673]
- column-rule: [1094, 156, 1095, 2287]
- article-paragraph: Χθὲς τὴν 5ην ὥραν μ. μ. ἔλαβε χώραν εἰς τὴν θέσιν Γουδὶ ἡ μεταξὺ τῶν κ. κ. Γεννάρη καὶ Βλαχοπούλου μονομαχία.: [403, 1265, 754, 1310]
- stock-buy: 302.—: [299, 467, 337, 481]
- stock-row: [118, 341, 391, 355]
- stock-name: Δημοσίων Ἔργων: [119, 425, 222, 439]
- column-5: [1299, 156, 1538, 2287]
- article-dateline: ΒΙΕΝΝΗ, 10 Μαρτίου.—: [1313, 710, 1524, 726]
- stock-row: [118, 411, 391, 425]
- column-rule: [397, 156, 398, 2287]
- stock-exchange-date: 10 Μαρτίου 1900: [197, 280, 312, 295]
- stock-buy: 147.50: [296, 369, 337, 383]
- stock-name: Διαχειρίσ. Δημ. Προσόδων: [119, 495, 275, 509]
- article-dateline: ΒΙΕΝΝΗ, 10 Μαρτίου.—: [1313, 1317, 1524, 1333]
- article-paragraph: Ἐν τῇ Βουλῇ τῶν Κοινοτήτων ὁ κ. Μπρόδρικ γραμματεὺς διὰ τὰ ἐξωτερικὰ ἐπερωτηθεὶς διὰ τὰς σπουδαίας παραχωρήσεις, τὰς ὁποίας ἡ Τουρκία ἔκαμε πρὸς τὴν Ρωσίαν, ἠρνήθη κατηγορηματικῶς νὰ ἀπαντήσῃ. Ἡ ἄρνησις αὐτὴ σχολιάζεται μεγάλως.: [403, 601, 754, 707]
- article-paragraph: Τοὺς πολιτικοὺς κύκλους ζωηρῶς ἀπησχόλει χθὲς τὴν ἑσπέραν τὸ ἐπεισόδιον τὸ λαβὸν χώραν ἐν τῇ Βουλῇ μεταξὺ τοῦ ὑπουργοῦ τῆς Παιδείας κ. Εὐταξίου καὶ τοῦ βουλευτοῦ Μεγαρίδος κ. Ἀναστασοπούλου.: [764, 285, 1089, 360]
- article-title: ΤΟ ΕΝ ΤΗ ΒΟΥΛΗ ΕΠΕΙΣΟΔΙΟΝ: [764, 164, 1089, 226]
- article-paragraph: Ὁ κ. Ἀναστασόπουλος ἀπήντησεν, ὅτι μόνη δι' αὐτὸν ἱκανοποίησις εἶνε νὰ πέσῃ ἡ Κυβέρνησις ὑπὸ τὸ βάρος τῆς πράξεως της.: [764, 808, 1089, 853]
- obituary-paragraph: Ἡ κηδεία αὐτῆς ἐγένετο χθὲς ἐκ τοῦ Ἁγίου Διονυσίου, παρακολουθήσαντος πολυαρίθμου πλήθους συγγενῶν καὶ φίλων.: [118, 1245, 391, 1289]
- open-letter-paragraph: Ἤδη ὅμως, ὅτε ἐν ἐπισήμοις ἄρθροις ἐφημερίδος γράφουσιν ὡρισμένως τοῦτο, δηλῶ κατηγορηματικῶς καὶ ἐπὶ λόγῳ τιμῆς, ὅτι οὐδεὶς τῶν δημοτικῶν ὑπαλλήλων ἔλαβεν οἱονδήποτε μέρος εἰς τὰ πανεπιστημιακά.: [118, 895, 391, 981]
- divider: [118, 1295, 391, 1296]
- invitation-title: Πρόσκλησις: [208, 1302, 300, 1317]
- invitation-signature: Ὁ προεδρεύων: [303, 1398, 391, 1413]
- open-letter-salutation: Ἀξιότιμε κ. Διευθυντὰ τοῦ Ἐμπρὸς»: [118, 767, 335, 781]
